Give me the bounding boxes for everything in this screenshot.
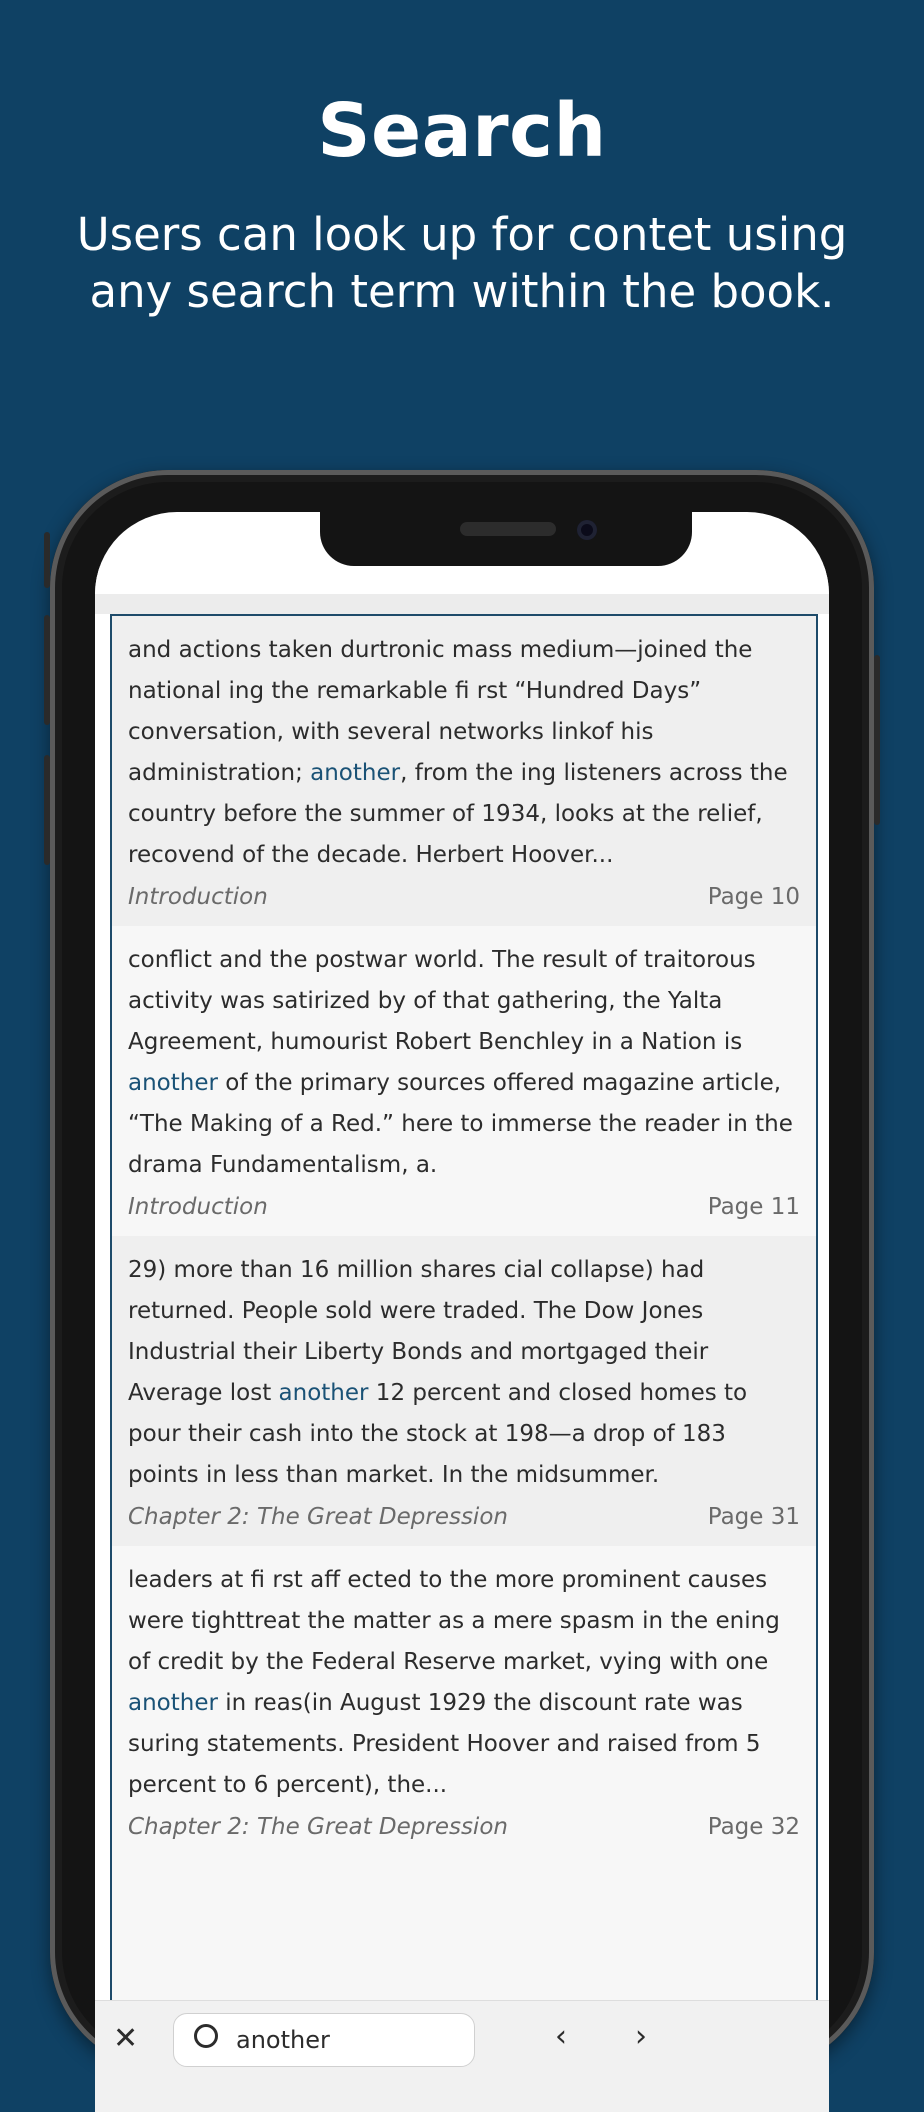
search-match: another: [128, 1070, 218, 1096]
result-meta: [128, 1814, 800, 1840]
front-camera: [577, 520, 597, 540]
result-snippet: and actions taken durtronic mass medium—joined the national ing the remarkable fi rst “Hundred Days” conversation, with several networks linkof his administration; another, from the ing listeners across the country before the summer of 1934, looks at the relief, recovend of the decade. Herbert Hoover...: [128, 637, 788, 868]
result-page: Page 11: [707, 1194, 800, 1220]
search-match: another: [310, 760, 401, 786]
search-result[interactable]: [112, 1546, 816, 1856]
result-chapter: Chapter 2: The Great Depression: [128, 1814, 508, 1840]
search-result[interactable]: [112, 616, 816, 926]
phone-volume-up: [44, 615, 50, 725]
result-snippet: conflict and the postwar world. The result of traitorous activity was satirized by of that gathering, the Yalta Agreement, humourist Robert Benchley in a Nation is another of the primary sources offered magazine article, “The Making of a Red.” here to immerse the reader in the drama Fundamentalism, a.: [128, 947, 793, 1178]
search-result[interactable]: [112, 926, 816, 1236]
search-icon: [194, 2024, 218, 2048]
result-meta: [128, 1194, 800, 1220]
search-results-list: [110, 614, 818, 2112]
search-match: another: [128, 1690, 218, 1716]
notch: [320, 512, 692, 566]
result-snippet: leaders at fi rst aff ected to the more prominent causes were tighttreat the matter as a mere spasm in the ening of credit by the Federal Reserve market, vying with one another in reas(in August 1929 the discount rate was suring statements. President Hoover and raised from 5 percent to 6 percent), the...: [128, 1567, 780, 1798]
page-subtitle: Users can look up for contet using any search term within the book.: [76, 208, 848, 318]
close-icon[interactable]: ✕: [113, 2021, 139, 2056]
result-chapter: Introduction: [128, 884, 268, 910]
search-result[interactable]: [112, 1236, 816, 1546]
phone-power-button: [874, 655, 880, 825]
chevron-left-icon[interactable]: ‹: [555, 2019, 567, 2054]
result-meta: [128, 884, 800, 910]
phone-volume-down: [44, 755, 50, 865]
result-chapter: Chapter 2: The Great Depression: [128, 1504, 508, 1530]
search-toolbar: [95, 2000, 829, 2112]
speaker-grille: [460, 522, 556, 536]
search-match: another: [278, 1380, 369, 1406]
result-page: Page 32: [707, 1814, 800, 1840]
result-chapter: Introduction: [128, 1194, 268, 1220]
search-input-value: another: [236, 2026, 330, 2054]
status-bar: [95, 566, 829, 594]
result-page: Page 10: [707, 884, 800, 910]
page-title: Search: [317, 88, 607, 174]
result-page: Page 31: [707, 1504, 800, 1530]
search-input[interactable]: [173, 2013, 475, 2067]
phone-screen: [95, 512, 829, 2112]
result-snippet: 29) more than 16 million shares cial collapse) had returned. People sold were traded. The Dow Jones Industrial their Liberty Bonds and mortgaged their Average lost another 12 percent and closed homes to pour their cash into the stock at 198—a drop of 183 points in less than market. In the midsummer.: [128, 1257, 748, 1488]
phone-silent-switch: [44, 532, 50, 588]
toolbar-strip: [95, 594, 829, 614]
chevron-right-icon[interactable]: ›: [635, 2019, 647, 2054]
result-meta: [128, 1504, 800, 1530]
phone-frame: [50, 470, 874, 2070]
